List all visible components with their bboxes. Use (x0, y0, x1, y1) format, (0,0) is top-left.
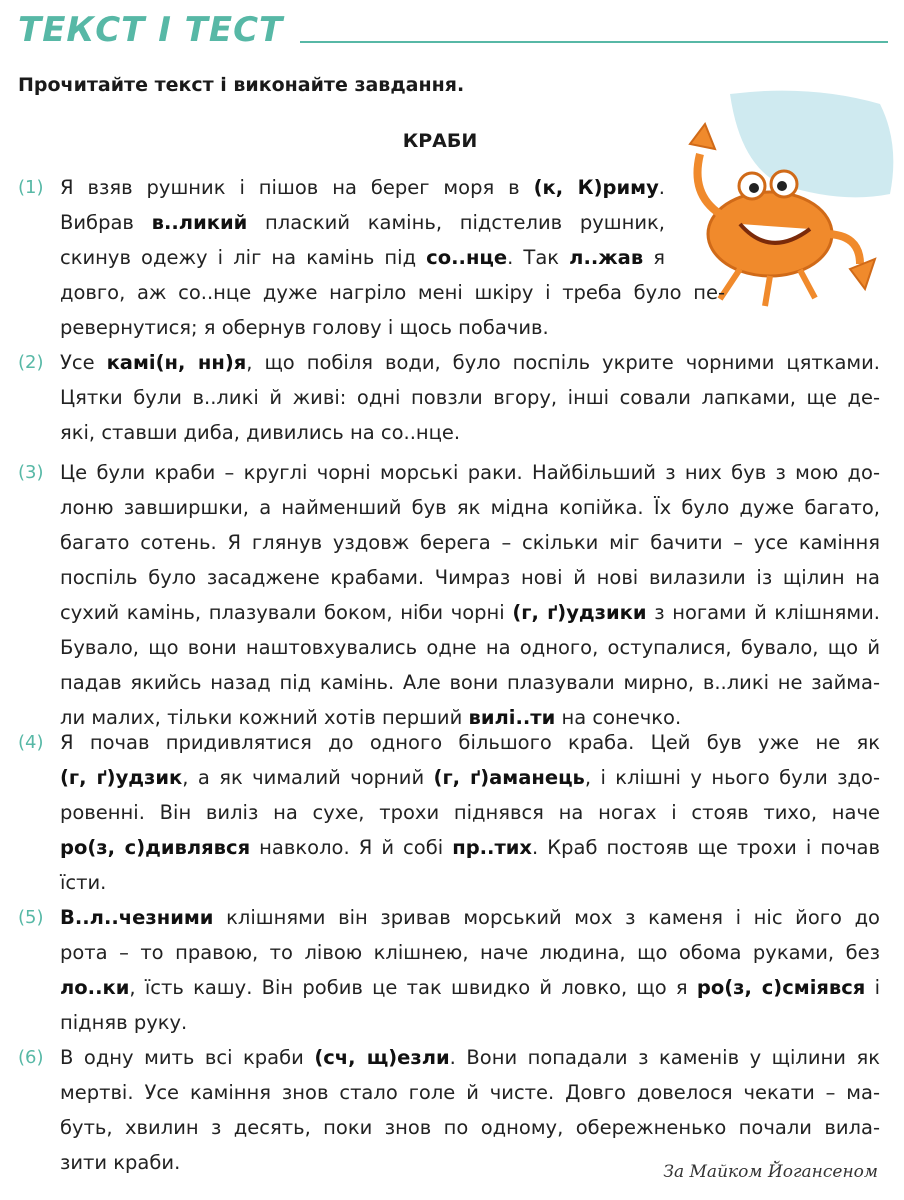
paragraph-number: (4) (18, 732, 44, 753)
text-span: , а як чималий чорний (182, 766, 434, 789)
highlighted-word: ло..ки (60, 976, 130, 999)
text-span: скинув одежу і ліг на камінь під (60, 246, 427, 269)
text-span: ревернутися; я обернув голову і щось побачив. (60, 316, 549, 339)
text-line (60, 900, 880, 935)
text-span: навколо. Я й собі (250, 836, 453, 859)
text-span: Я взяв рушник і пішов на берег моря в (60, 176, 534, 199)
text-line (60, 345, 880, 380)
highlighted-word: ро(з, с)сміявся (696, 976, 866, 999)
text-line (60, 665, 880, 700)
text-span: . (658, 176, 665, 199)
highlighted-word: (сч, щ)езли (314, 1046, 450, 1069)
highlighted-word: (к, К)риму (533, 176, 659, 199)
text-span: лоню завширшки, а найменший був як мідна копійка. Їх було дуже багато, (60, 496, 880, 519)
task-instruction: Прочитайте текст і виконайте завдання. (18, 74, 465, 96)
text-span: Я почав придивлятися до одного більшого краба. Цей був уже не як (60, 731, 880, 754)
text-span: і (865, 976, 880, 999)
text-span: поспіль було засаджене крабами. Чимраз нові й нові вилазили із щілин на (60, 566, 880, 589)
highlighted-word: л..жав (569, 246, 644, 269)
text-span: ровенні. Він виліз на сухе, трохи піднявся на ногах і стояв тихо, наче (60, 801, 880, 824)
text-line (60, 595, 880, 630)
text-line (60, 310, 725, 345)
text-line (60, 1075, 880, 1110)
section-header (18, 10, 888, 54)
text-line (60, 240, 665, 275)
text-span: зити краби. (60, 1151, 181, 1174)
text-span: клішнями він зривав морський мох з каменя і ніс його до (213, 906, 880, 929)
text-line (60, 630, 880, 665)
section-title: ТЕКСТ І ТЕСТ (18, 10, 284, 50)
text-line (60, 1005, 880, 1040)
text-span: Це були краби – круглі чорні морські раки. Найбільший з них був з мою до- (60, 461, 880, 484)
text-line (60, 795, 880, 830)
text-line (60, 830, 880, 865)
header-underline (300, 41, 888, 43)
text-line (60, 275, 725, 310)
highlighted-word: (г, ґ)удзик (60, 766, 183, 789)
highlighted-word: камі(н, нн)я (106, 351, 247, 374)
text-line (60, 170, 665, 205)
text-span: падав якийсь назад під камінь. Але вони плазували мирно, в..ликі не займа- (60, 671, 880, 694)
text-line (60, 490, 880, 525)
text-span: сухий камінь, плазували боком, ніби чорні (60, 601, 513, 624)
paragraph-number: (3) (18, 462, 44, 483)
text-span: буть, хвилин з десять, поки знов по одному, обережненько почали вила- (60, 1116, 880, 1139)
text-span: , що побіля води, було поспіль укрите чорними цятками. (246, 351, 880, 374)
text-line (60, 1040, 880, 1075)
text-span: підняв руку. (60, 1011, 188, 1034)
text-span: плаский камінь, підстелив рушник, (247, 211, 665, 234)
story-source: За Майком Йогансеном (663, 1162, 878, 1182)
text-span: Усе (60, 351, 107, 374)
text-span: Бувало, що вони наштовхувались одне на одного, оступалися, бувало, що й (60, 636, 880, 659)
text-span: , і клішні у нього були здо- (584, 766, 880, 789)
text-span: Вибрав (60, 211, 152, 234)
highlighted-word: пр..тих (452, 836, 533, 859)
text-span: . Вони попадали з каменів у щілини як (449, 1046, 880, 1069)
text-line (60, 1110, 880, 1145)
text-span: я (643, 246, 666, 269)
text-line (60, 205, 665, 240)
text-line (60, 970, 880, 1005)
highlighted-word: в..ликий (151, 211, 248, 234)
text-line (60, 415, 880, 450)
text-span: на сонечко. (555, 706, 682, 729)
text-line (60, 380, 880, 415)
text-span: . Краб постояв ще трохи і почав (532, 836, 880, 859)
text-line (60, 865, 880, 900)
text-line (60, 935, 880, 970)
text-line (60, 525, 880, 560)
text-line (60, 455, 880, 490)
text-span: мертві. Усе каміння знов стало голе й чисте. Довго довелося чекати – ма- (60, 1081, 880, 1104)
highlighted-word: В..л..чезними (60, 906, 214, 929)
text-span: ли малих, тільки кожний хотів перший (60, 706, 469, 729)
paragraph-number: (5) (18, 907, 44, 928)
story-title: КРАБИ (402, 130, 478, 152)
text-span: з ногами й клішнями. (646, 601, 880, 624)
highlighted-word: (г, ґ)удзики (512, 601, 647, 624)
highlighted-word: (г, ґ)аманець (433, 766, 585, 789)
text-span: . Так (507, 246, 570, 269)
text-span: їсти. (60, 871, 107, 894)
text-span: В одну мить всі краби (60, 1046, 315, 1069)
text-line (60, 560, 880, 595)
highlighted-word: со..нце (426, 246, 508, 269)
text-span: Цятки були в..ликі й живі: одні повзли вгору, інші совали лапками, ще де- (60, 386, 880, 409)
paragraph-number: (2) (18, 352, 44, 373)
text-line (60, 725, 880, 760)
highlighted-word: ро(з, с)дивлявся (60, 836, 251, 859)
text-span: довго, аж со..нце дуже нагріло мені шкіру і треба було пе- (60, 281, 725, 304)
text-span: рота – то правою, то лівою клішнею, наче людина, що обома руками, без (60, 941, 880, 964)
text-span: багато сотень. Я глянув уздовж берега – скільки міг бачити – усе каміння (60, 531, 880, 554)
text-line (60, 760, 880, 795)
text-span: які, ставши диба, дивились на со..нце. (60, 421, 461, 444)
paragraph-number: (6) (18, 1047, 44, 1068)
highlighted-word: вилі..ти (468, 706, 556, 729)
paragraph-number: (1) (18, 177, 44, 198)
text-span: , їсть кашу. Він робив це так швидко й ловко, що я (129, 976, 697, 999)
